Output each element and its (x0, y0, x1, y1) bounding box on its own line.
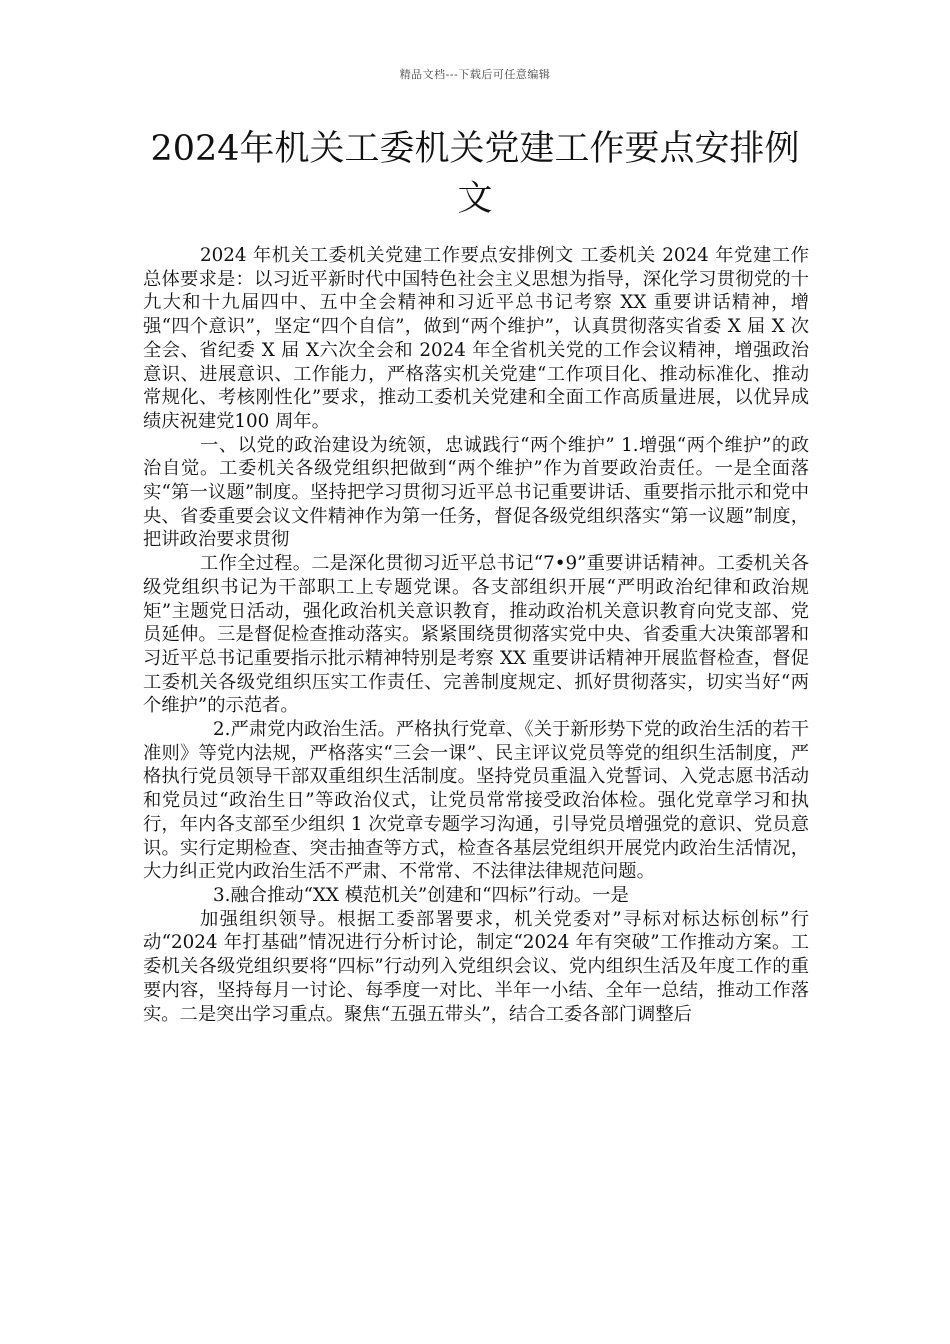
document-title: 2024年机关工委机关党建工作要点安排例文 (150, 129, 800, 219)
document-body (143, 244, 809, 1026)
paragraph-section-1: 一、以党的政治建设为统领，忠诚践行“两个维护” 1.增强“两个维护”的政治自觉。工委机关各级党组织把做到“两个维护”作为首要政治责任。一是全面落实“第一议题”制度。坚持把学习贯彻习近平总书记重要讲话、重要指示批示和党中央、省委重要会议文件精神作为第一任务，督促各级党组织落实“第一议题”制度，把讲政治要求贯彻 (143, 434, 809, 551)
paragraph-item-2: 2.严肃党内政治生活。严格执行党章、《关于新形势下党的政治生活的若干准则》等党内法规，严格落实“三会一课”、民主评议党员等党的组织生活制度，严格执行党员领导干部双重组织生活制度。坚持党员重温入党誓词、入党志愿书活动和党员过“政治生日”等政治仪式，让党员常常接受政治体检。强化党章学习和执行，年内各支部至少组织 1 次党章专题学习沟通，引导党员增强党的意识、党员意识。实行定期检查、突击抽查等方式，检查各基层党组织开展党内政治生活情况，大力纠正党内政治生活不严肃、不常常、不法律法律规范问题。 (143, 719, 809, 883)
paragraph-item-3-continued: 加强组织领导。根据工委部署要求，机关党委对”寻标对标达标创标”行动“2024 年打基础”情况进行分析讨论，制定“2024 年有突破”工作推动方案。工委机关各级党组织要将“四标”行动列入党组织会议、党内组织生活及年度工作的重要内容，坚持每月一讨论、每季度一对比、半年一小结、全年一总结，推动工作落实。二是突出学习重点。聚焦“五强五带头”，结合工委各部门调整后 (143, 908, 809, 1025)
paragraph-item-3: 3.融合推动“XX 模范机关”创建和“四标”行动。一是 (213, 884, 629, 906)
paragraph-continuation: 工作全过程。二是深化贯彻习近平总书记“7•9”重要讲话精神。工委机关各级党组织书记为干部职工上专题党课。各支部组织开展“严明政治纪律和政治规矩”主题党日活动，强化政治机关意识教育，推动政治机关意识教育向党支部、党员延伸。三是督促检查推动落实。紧紧围绕贯彻落实党中央、省委重大决策部署和习近平总书记重要指示批示精神特别是考察 XX 重要讲话精神开展监督检查，督促工委机关各级党组织压实工作责任、完善制度规定、抓好贯彻落实，切实当好“两个维护”的示范者。 (143, 553, 809, 717)
paragraph-intro: 2024 年机关工委机关党建工作要点安排例文 工委机关 2024 年党建工作总体要求是：以习近平新时代中国特色社会主义思想为指导，深化学习贯彻党的十九大和十九届四中、五中全会精神和习近平总书记考察 XX 重要讲话精神，增强“四个意识”，坚定“四个自信”，做到“两个维护”，认真贯彻落实省委 X 届 X 次全会、省纪委 X 届 X六次全会和 2024 年全省机关党的工作会议精神，增强政治意识、进展意识、工作能力，严格落实机关党建“工作项目化、推动标准化、推动常规化、考核刚性化”要求，推动工委机关党建和全面工作高质量进展，以优异成绩庆祝建党100 周年。 (143, 245, 809, 432)
header-note: 精品文档---下载后可任意编辑 (399, 68, 551, 81)
